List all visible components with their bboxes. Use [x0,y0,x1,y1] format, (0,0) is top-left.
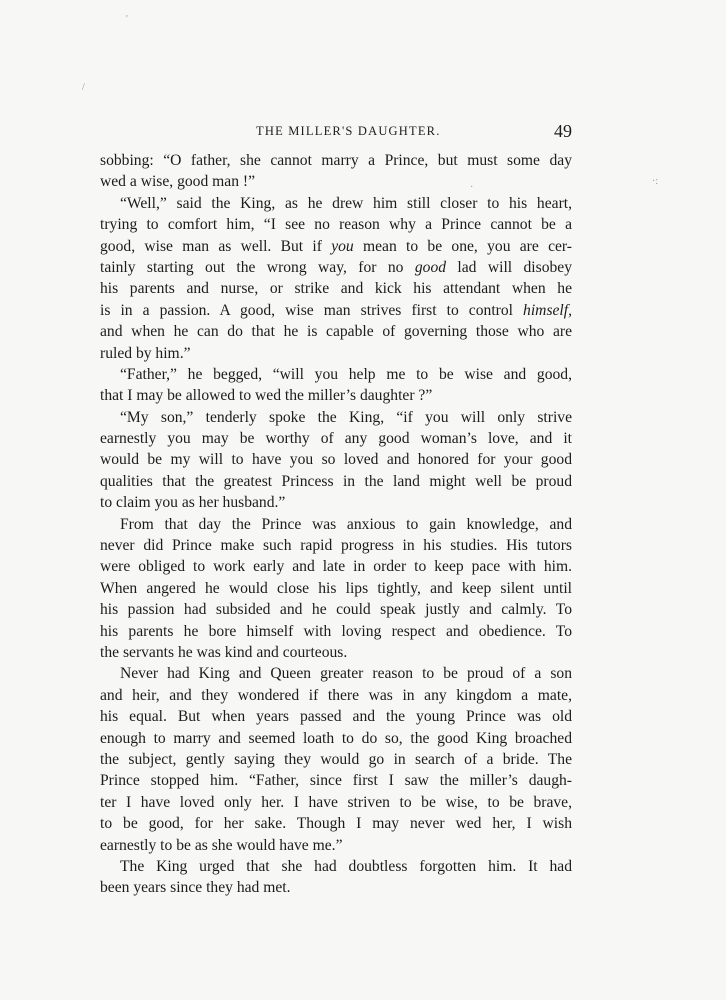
text-line [100,749,572,770]
text-segment: is in a passion. A good, wise man strives first to control [100,301,524,319]
text-line [100,599,572,620]
text-line [100,364,572,385]
text-line [100,385,572,406]
text-line [100,728,572,749]
text-segment: ter I have loved only her. I have striven to be wise, to be brave, [100,793,572,811]
text-segment: to be good, for her sake. Though I may never wed her, I wish [100,815,572,833]
text-segment: his equal. But when years passed and the young Prince was old [100,708,572,726]
text-line [100,428,572,449]
text-segment: Prince stopped him. “Father, since first I saw the miller’s daugh- [100,772,572,790]
text-segment: wed a wise, good man !” [100,173,256,191]
text-segment: been years since they had met. [100,879,291,897]
text-line [100,770,572,791]
text-segment: tainly starting out the wrong way, for no [100,258,415,276]
text-segment: and when he can do that he is capable of governing those who are [100,323,572,341]
text-segment: lad will disobey [446,258,573,276]
text-line [100,813,572,834]
text-line [100,449,572,470]
text-segment: were obliged to work early and late in order to keep pace with him. [100,558,572,576]
text-segment: The King urged that she had doubtless forgotten him. It had [120,857,572,875]
text-segment: When angered he would close his lips tightly, and keep silent until [100,579,572,597]
text-segment: enough to marry and seemed loath to do so, the good King broached [100,729,572,747]
text-segment: “My son,” tenderly spoke the King, “if you will only strive [120,408,572,426]
scan-speck: / [82,82,85,93]
text-line [100,642,572,663]
text-line [100,343,572,364]
text-line [100,621,572,642]
text-segment: his parents and nurse, or strike and kick his attendant when he [100,280,572,298]
text-line [100,877,572,898]
text-line [100,321,572,342]
scan-speck: ·: [652,176,659,187]
text-segment: the subject, gently saying they would go in search of a bride. The [100,750,572,768]
text-segment: his parents he bore himself with loving respect and obedience. To [100,622,572,640]
text-line [100,492,572,513]
text-line [100,193,572,214]
running-head: THE MILLER'S DAUGHTER. [256,124,441,138]
text-segment: earnestly to be as she would have me.” [100,836,343,854]
text-line [100,578,572,599]
text-segment: qualities that the greatest Princess in the land might well be proud [100,472,572,490]
text-segment: would be my will to have you so loved and honored for your good [100,451,572,469]
text-segment: and heir, and they wondered if there was in any kingdom a mate, [100,686,572,704]
text-line [100,471,572,492]
text-segment: never did Prince make such rapid progress in his studies. His tutors [100,537,572,555]
text-line [100,257,572,278]
text-line [100,300,572,321]
text-segment: earnestly you may be worthy of any good woman’s love, and it [100,430,572,448]
text-segment: Never had King and Queen greater reason to be proud of a son [120,665,572,683]
text-line [100,150,572,171]
body-text [100,150,572,899]
text-segment: the servants he was kind and courteous. [100,643,348,661]
text-segment: good, wise man as well. But if [100,237,332,255]
text-line [100,792,572,813]
text-line [100,236,572,257]
text-line [100,556,572,577]
page-number: 49 [554,121,572,141]
scan-speck: ' [126,14,128,25]
text-line [100,685,572,706]
text-segment: sobbing: “O father, she cannot marry a Prince, but must some day [100,152,572,169]
text-line [100,663,572,684]
text-line [100,835,572,856]
text-segment: to claim you as her husband.” [100,494,286,512]
text-segment: From that day the Prince was anxious to gain knowledge, and [120,515,572,533]
text-line [100,856,572,877]
text-segment: “Well,” said the King, as he drew him still closer to his heart, [120,194,572,212]
text-line [100,514,572,535]
text-segment: mean to be one, you are cer- [353,237,572,255]
text-line [100,535,572,556]
italic-text: himself, [523,301,572,319]
text-segment: that I may be allowed to wed the miller’s daughter ?” [100,387,433,405]
text-line [100,171,572,192]
text-line [100,278,572,299]
text-segment: “Father,” he begged, “will you help me to be wise and good, [120,365,572,383]
text-segment: his passion had subsided and he could speak justly and calmly. To [100,601,572,619]
italic-text: good [414,258,447,276]
text-segment: trying to comfort him, “I see no reason why a Prince cannot be a [100,216,572,234]
scan-speck: · [470,182,474,193]
text-line [100,407,572,428]
text-line [100,214,572,235]
text-line [100,706,572,727]
italic-text: you [331,237,354,255]
text-segment: ruled by him.” [100,344,191,362]
page-header [100,121,572,145]
